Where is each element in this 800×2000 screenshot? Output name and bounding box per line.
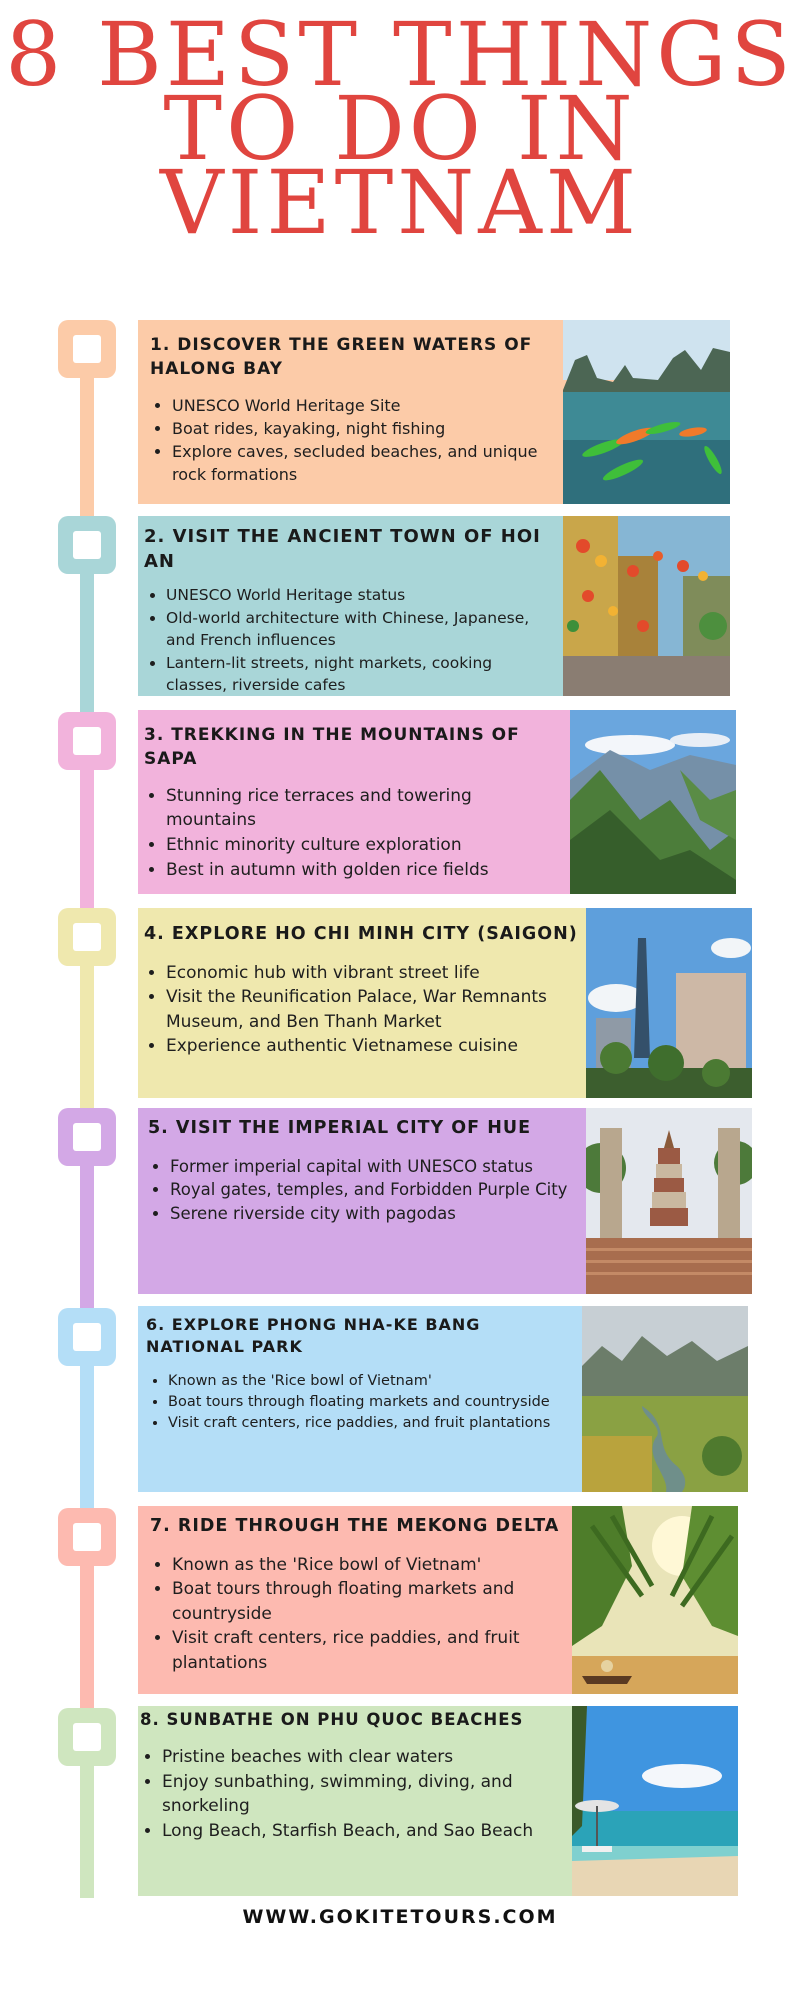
item-bullet: • Economic hub with vibrant street life	[166, 961, 584, 986]
item-heading: 1. DISCOVER THE GREEN WATERS OF HALONG BAY	[150, 335, 533, 379]
item-bullet: • Lantern-lit streets, night markets, cooking classes, riverside cafes	[166, 652, 544, 696]
item-bullet: • UNESCO World Heritage status	[166, 584, 544, 606]
item-heading: 6. EXPLORE PHONG NHA-KE BANG NATIONAL PARK	[146, 1315, 481, 1357]
item-card-3	[138, 710, 736, 894]
item-card-2	[138, 516, 730, 696]
timeline-node-4	[58, 908, 116, 966]
item-bullet: • Former imperial capital with UNESCO status	[170, 1155, 578, 1179]
phong-nha-photo	[582, 1306, 748, 1492]
item-bullet: • Explore caves, secluded beaches, and unique rock formations	[172, 440, 550, 486]
halong-bay-photo	[563, 320, 730, 504]
item-bullet: • Known as the 'Rice bowl of Vietnam'	[172, 1553, 570, 1578]
item-bullet-list	[148, 1155, 578, 1227]
saigon-photo	[586, 908, 752, 1098]
item-card-7	[138, 1506, 738, 1694]
hue-photo	[586, 1108, 752, 1294]
sapa-photo	[570, 710, 736, 894]
item-heading: 2. VISIT THE ANCIENT TOWN OF HOI AN	[144, 526, 541, 573]
item-bullet-list	[144, 584, 544, 696]
item-heading: 5. VISIT THE IMPERIAL CITY OF HUE	[148, 1118, 532, 1138]
item-bullet: • Old-world architecture with Chinese, Japanese, and French influences	[166, 607, 544, 652]
page-title	[0, 3, 800, 254]
item-bullet: • Boat tours through floating markets and countryside	[172, 1577, 570, 1626]
website-url[interactable]: WWW.GOKITETOURS.COM	[242, 1906, 558, 1928]
item-bullet: • Stunning rice terraces and towering mountains	[166, 784, 564, 833]
timeline-node-2	[58, 516, 116, 574]
item-card-1	[138, 320, 730, 504]
item-bullet-list	[146, 1371, 566, 1434]
item-bullet: • Experience authentic Vietnamese cuisine	[166, 1034, 584, 1059]
hoi-an-photo	[563, 516, 730, 696]
timeline-node-7	[58, 1508, 116, 1566]
item-bullet: • Pristine beaches with clear waters	[162, 1745, 570, 1770]
phu-quoc-photo	[572, 1706, 738, 1896]
item-bullet: • Long Beach, Starfish Beach, and Sao Beach	[162, 1819, 570, 1844]
item-card-5	[138, 1108, 752, 1294]
item-bullet-list	[144, 784, 564, 883]
timeline	[58, 320, 116, 1900]
item-bullet-list	[140, 1745, 570, 1844]
item-bullet: • UNESCO World Heritage Site	[172, 394, 550, 417]
item-card-4	[138, 908, 752, 1098]
title-line-1: 8 BEST THINGS	[5, 3, 795, 106]
item-heading: 7. RIDE THROUGH THE MEKONG DELTA	[150, 1516, 560, 1536]
item-bullet: • Royal gates, temples, and Forbidden Purple City	[170, 1178, 578, 1202]
item-bullet: • Boat tours through floating markets and countryside	[168, 1392, 566, 1413]
timeline-node-5	[58, 1108, 116, 1166]
timeline-node-1	[58, 320, 116, 378]
timeline-node-3	[58, 712, 116, 770]
timeline-node-8	[58, 1708, 116, 1766]
item-bullet-list	[150, 1553, 570, 1676]
item-bullet: • Visit the Reunification Palace, War Remnants Museum, and Ben Thanh Market	[166, 985, 584, 1034]
item-bullet: • Enjoy sunbathing, swimming, diving, and snorkeling	[162, 1770, 570, 1819]
item-card-8	[138, 1706, 738, 1896]
item-bullet: • Visit craft centers, rice paddies, and fruit plantations	[172, 1626, 570, 1675]
item-card-6	[138, 1306, 748, 1492]
item-bullet: • Serene riverside city with pagodas	[170, 1202, 578, 1226]
item-bullet: • Best in autumn with golden rice fields	[166, 858, 564, 883]
item-bullet-list	[150, 394, 550, 487]
title-line-2: TO DO IN	[163, 77, 637, 180]
item-bullet: • Known as the 'Rice bowl of Vietnam'	[168, 1371, 566, 1392]
timeline-node-6	[58, 1308, 116, 1366]
item-heading: 8. SUNBATHE ON PHU QUOC BEACHES	[140, 1710, 524, 1729]
title-line-3: VIETNAM	[160, 151, 640, 254]
item-bullet: • Boat rides, kayaking, night fishing	[172, 417, 550, 440]
item-bullet: • Ethnic minority culture exploration	[166, 833, 564, 858]
item-bullet-list	[144, 961, 584, 1060]
mekong-delta-photo	[572, 1506, 738, 1694]
item-heading: 4. EXPLORE HO CHI MINH CITY (SAIGON)	[144, 924, 578, 944]
item-heading: 3. TREKKING IN THE MOUNTAINS OF SAPA	[144, 725, 520, 769]
item-bullet: • Visit craft centers, rice paddies, and fruit plantations	[168, 1413, 566, 1434]
